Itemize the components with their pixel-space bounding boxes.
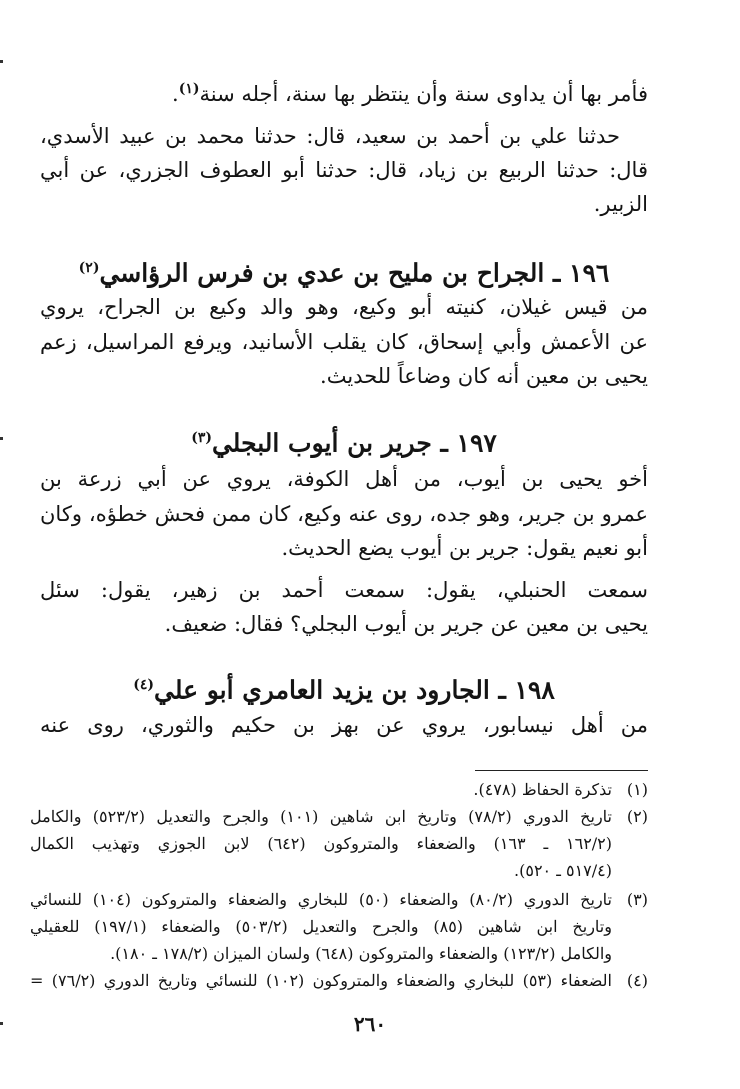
footnote-line: (١٦٢/٢ ـ ١٦٣) والضعفاء والمتروكون (٦٤٢) لابن الجوزي وتهذيب الكمال xyxy=(30,834,613,853)
entry-text-line: أخو يحيى بن أيوب، من أهل الكوفة، يروي عن أبي زرعة بن xyxy=(40,467,648,491)
page-number: ٢٦٠ xyxy=(353,1012,387,1036)
footnote-ref: (٤) xyxy=(133,677,154,693)
footnote-line: (٥١٧/٤ ـ ٥٢٠). xyxy=(514,861,612,880)
scan-mark xyxy=(0,1022,3,1025)
footnote-line: وتاريخ ابن شاهين (٨٥) والجرح والتعديل (٥٠٣/٢) والضعفاء (١٩٧/١) للعقيلي xyxy=(30,917,612,936)
footnote-number: (٣) xyxy=(626,890,648,909)
footnote-number: (١) xyxy=(626,780,648,799)
body-line: فأمر بها أن يداوى سنة وأن ينتظر بها سنة، أجله سنة$^{(١)}$. xyxy=(172,81,648,106)
footnote-number: (٤) xyxy=(626,971,648,990)
entry-text-line: يحيى بن معين أنه كان وضاعاً للحديث. xyxy=(320,364,648,388)
entry-text-line: عن الأعمش وأبي إسحاق، كان يقلب الأسانيد، ويرفع المراسيل، زعم xyxy=(40,330,648,354)
entry-text-line: من أهل نيسابور، يروي عن بهز بن حكيم والثوري، روى عنه xyxy=(40,713,648,737)
footnote-line: والكامل (١٢٣/٢) والضعفاء والمتروكون (٦٤٨) ولسان الميزان (١٧٨/٢ ـ ١٨٠). xyxy=(110,944,612,963)
entry-text-line: يحيى بن معين عن جرير بن أيوب البجلي؟ فقال: ضعيف. xyxy=(164,612,648,636)
footnote-ref: (٢) xyxy=(78,260,100,276)
footnote-number: (٢) xyxy=(626,807,648,826)
footnote-line: تاريخ الدوري (٨٠/٢) والضعفاء (٥٠) للبخاري والضعفاء والمتروكون (١٠٤) للنسائي xyxy=(30,890,613,909)
body-line: الزبير. xyxy=(593,192,648,216)
entry-heading: ١٩٧ ـ جرير بن أيوب البجلي$^{(٣)}$ xyxy=(191,428,497,458)
entry-heading: ١٩٨ ـ الجارود بن يزيد العامري أبو علي$^{(٤)}$ xyxy=(133,675,555,705)
footnote-divider xyxy=(475,770,648,771)
body-line: قال: حدثنا الربيع بن زياد، قال: حدثنا أبو العطوف الجزري، عن أبي xyxy=(40,158,648,182)
entry-heading: ١٩٦ ـ الجراح بن مليح بن عدي بن فرس الرؤاسي$^{(٢)}$ xyxy=(78,258,610,288)
entry-text-line: سمعت الحنبلي، يقول: سمعت أحمد بن زهير، يقول: سئل xyxy=(40,578,648,602)
footnote-ref: (١) xyxy=(178,81,200,97)
entry-text-line: من قيس غيلان، كنيته أبو وكيع، وهو والد وكيع بن الجراح، يروي xyxy=(40,295,648,319)
footnote-line: الضعفاء (٥٣) للبخاري والضعفاء والمتروكون (١٠٢) للنسائي وتاريخ الدوري (٧٦/٢) = xyxy=(30,971,612,990)
footnote-ref: (٣) xyxy=(191,430,212,446)
entry-text-line: أبو نعيم يقول: جرير بن أيوب يضع الحديث. xyxy=(281,536,648,560)
footnote-line: تاريخ الدوري (٧٨/٢) وتاريخ ابن شاهين (١٠١) والجرح والتعديل (٥٢٣/٢) والكامل xyxy=(30,807,612,826)
scan-mark xyxy=(0,60,3,63)
entry-text-line: عمرو بن جرير، وهو جده، روى عنه وكيع، كان ممن فحش خطؤه، وكان xyxy=(40,502,648,526)
footnote-line: تذكرة الحفاظ (٤٧٨). xyxy=(473,780,612,799)
body-line: حدثنا علي بن أحمد بن سعيد، قال: حدثنا محمد بن عبيد الأسدي، xyxy=(40,124,620,148)
scan-mark xyxy=(0,437,3,440)
